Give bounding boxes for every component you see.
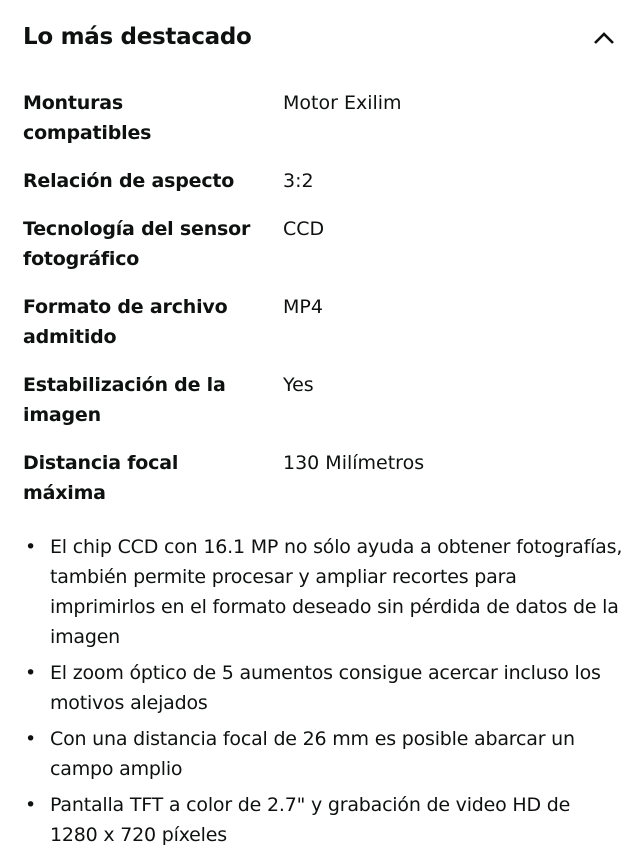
bullet-item: • El chip CCD con 16.1 MP no sólo ayuda a obtener fotografías, también permite procesar y ampliar recortes para imprimirlos en el formato deseado sin pérdida de datos de la imagen: [23, 532, 623, 652]
chevron-up-icon[interactable]: [592, 28, 616, 48]
spec-key: Formato de archivo admitido: [23, 296, 228, 348]
bullet-item: • Con una distancia focal de 26 mm es posible abarcar un campo amplio: [23, 724, 623, 784]
spec-row: [23, 214, 623, 274]
spec-row: [23, 292, 623, 352]
spec-row: [23, 166, 623, 196]
spec-value: Motor Exilim: [283, 92, 402, 114]
bullet-item: • El zoom óptico de 5 aumentos consigue acercar incluso los motivos alejados: [23, 658, 623, 718]
section-header[interactable]: [23, 24, 620, 56]
bullet-item: • Pantalla TFT a color de 2.7" y grabación de video HD de 1280 x 720 píxeles: [23, 790, 623, 850]
spec-key: Tecnología del sensor fotográfico: [23, 218, 251, 270]
spec-key: Distancia focal máxima: [23, 452, 179, 504]
specs-table: [23, 88, 623, 526]
spec-key: Monturas compatibles: [23, 92, 152, 144]
spec-key: Estabilización de la imagen: [23, 374, 226, 426]
spec-key: Relación de aspecto: [23, 170, 235, 192]
spec-row: [23, 370, 623, 430]
section-title: Lo más destacado: [23, 24, 252, 50]
spec-row: [23, 88, 623, 148]
spec-value: CCD: [283, 218, 325, 240]
spec-row: [23, 448, 623, 508]
spec-value: MP4: [283, 296, 323, 318]
spec-value: 3:2: [283, 170, 314, 192]
spec-value: 130 Milímetros: [283, 452, 425, 474]
feature-bullets: [23, 532, 623, 856]
spec-value: Yes: [283, 374, 314, 396]
